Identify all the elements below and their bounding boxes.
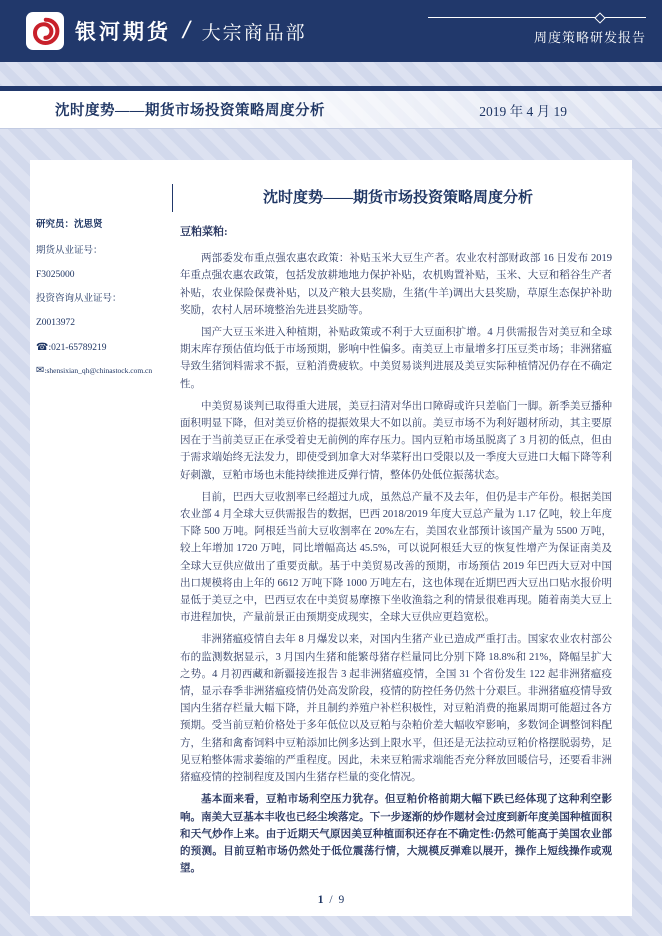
report-date: 2019 年 4 月 19 — [479, 103, 567, 119]
diamond-icon — [594, 12, 605, 23]
page-total: 9 — [338, 894, 345, 906]
phone-icon: ☎ — [36, 342, 49, 353]
report-type-label: 周度策略研发报告 — [533, 29, 646, 45]
section-heading: 豆粕菜粕: — [180, 226, 228, 238]
researcher-name: 研究员：沈思贤 — [36, 220, 103, 230]
brand-name: 银河期货 — [75, 21, 171, 44]
phone-number: :021-65789219 — [48, 343, 107, 353]
content-panel — [30, 160, 632, 916]
body-paragraph: 非洲猪瘟疫情自去年 8 月爆发以来，对国内生猪产业已造成严重打击。国家农业农村部公布的监测数据显示，3 月国内生猪和能繁母猪存栏量同比分别下降 18.8%和 21%，降幅呈扩大之势。4 月初西藏和新疆接连报告 3 起非洲猪瘟疫情，全国 31 个省份发生 122 起非洲猪瘟疫情，显示春季非洲猪瘟疫情仍处高发阶段，疫情的防控任务仍然十分艰巨。非洲猪瘟疫情导致国内生猪存栏量大幅下降，并且制约养殖户补栏积极性，对豆粕消费的拖累周期可能超过各方预期。受当前豆粕价格处于多年低位以及豆粕与杂粕价差大幅收窄影响，多数饲企调整饲料配方，生猪和禽畜饲料中豆粕添加比例多达到上限水平，但还是无法拉动豆粕价格摆脱弱势，足见豆粕整体需求萎缩的严重程度。因此，未来豆粕需求端能否充分释放回暖信号，还要看非洲猪瘟疫情的控制程度及国内生猪存栏量的变化情况。 — [180, 634, 612, 784]
page-number — [30, 894, 632, 906]
email-icon: ✉ — [36, 365, 45, 376]
header-right — [428, 17, 646, 46]
email-row — [36, 365, 178, 376]
body-paragraph: 目前，巴西大豆收割率已经超过九成，虽然总产量不及去年，但仍是丰产年份。根据美国农业部 4 月全球大豆供需报告的数据，巴西 2018/2019 年度大豆总产量为 1.17 亿吨，较上年度下降 500 万吨。阿根廷当前大豆收割率在 20%左右，美国农业部预计该国产量为 5500 万吨，较上年增加 1720 万吨，同比增幅高达 45.5%，可以说阿根廷大豆的恢复性增产为保证南美及全球大豆供应做出了重要贡献。基于中美贸易改善的预期，市场预估 2019 年巴西大豆对中国出口规模将由上年的 6612 万吨下降 1000 万吨左右，这也体现在近期巴西大豆出口贴水报价明显低于美豆之中，巴西豆农在中美贸易摩擦下坐收渔翁之利的情景很难再现。随着南美大豆上市进程加快，产量前景正由预期变成现实，全球大豆供应更趋宽松。 — [180, 491, 612, 624]
body-paragraph: 两部委发布重点强农惠农政策：补贴玉米大豆生产者。农业农村部财政部 16 日发布 2019 年重点强农惠农政策，包括发放耕地地力保护补贴，农机购置补贴，玉米、大豆和稻谷生产者补贴，农业保险保费补贴，以及产粮大县奖励，生猪(牛羊)调出大县奖励，草原生态保护补助奖励，农村人居环境整治先进县奖励等。 — [180, 253, 612, 316]
page-separator: / — [329, 894, 333, 906]
page-title: 沈时度势——期货市场投资策略周度分析 — [262, 190, 533, 206]
page-current: 1 — [317, 894, 324, 906]
title-bar — [0, 86, 662, 129]
galaxy-futures-logo — [26, 12, 64, 50]
department-name: 大宗商品部 — [201, 22, 307, 44]
advisory-cert-value: Z0013972 — [36, 318, 76, 328]
header-bar — [0, 0, 662, 62]
closing-paragraph: 基本面来看，豆粕市场利空压力犹存。但豆粕价格前期大幅下跌已经体现了这种利空影响。南美大豆基本丰收也已经尘埃落定。下一步逐渐的炒作题材会过度到新年度美国种植面积和天气炒作上来。由于近期天气原因美豆种植面积还存在不确定性:仍然可能高于美国农业部的预测。目前豆粕市场仍然处于低位震荡行情，大规模反弹难以展开，操作上短线操作或观望。 — [180, 794, 612, 875]
title-bar-report-title: 沈时度势——期货市场投资策略周度分析 — [55, 103, 325, 119]
email-address: :shensixian_qh@chinastock.com.cn — [44, 366, 153, 375]
phone-row — [36, 342, 178, 354]
futures-cert-value: F3025000 — [36, 270, 75, 280]
body-paragraph: 中美贸易谈判已取得重大进展，美豆扫清对华出口障碍或许只差临门一脚。新季美豆播种面积明显下降，但对美豆价格的提振效果大不如以前。美豆市场不为利好题材所动，其主要原因在于当前美豆正在承受着史无前例的库存压力。国内豆粕市场虽脱离了 3 月初的低点，但由于需求端始终无法发力，即使受到加拿大对华菜籽出口受限以及一季度大豆进口大幅下降等利好刺激，豆粕市场也未能持续推进反弹行情，整体仍处低位振荡状态。 — [180, 400, 612, 481]
decorative-line — [428, 17, 646, 18]
body-paragraph: 国产大豆玉米进入种植期，补贴政策或不利于大豆面积扩增。4 月供需报告对美豆和全球期末库存预估值均低于市场预期，影响中性偏多。南美豆上市量增多打压豆类市场；非洲猪瘟导致生猪饲料需求不振，豆粕消费疲软。中美贸易谈判进展及美豆实际种植情况仍存在不确定性。 — [180, 327, 612, 390]
report-body — [180, 224, 612, 882]
futures-cert-label: 期货从业证号： — [36, 246, 103, 256]
researcher-info — [36, 220, 178, 387]
advisory-cert-label: 投资咨询从业证号： — [36, 294, 122, 304]
galaxy-swirl-icon — [29, 15, 61, 47]
brand-separator: / — [180, 17, 193, 44]
